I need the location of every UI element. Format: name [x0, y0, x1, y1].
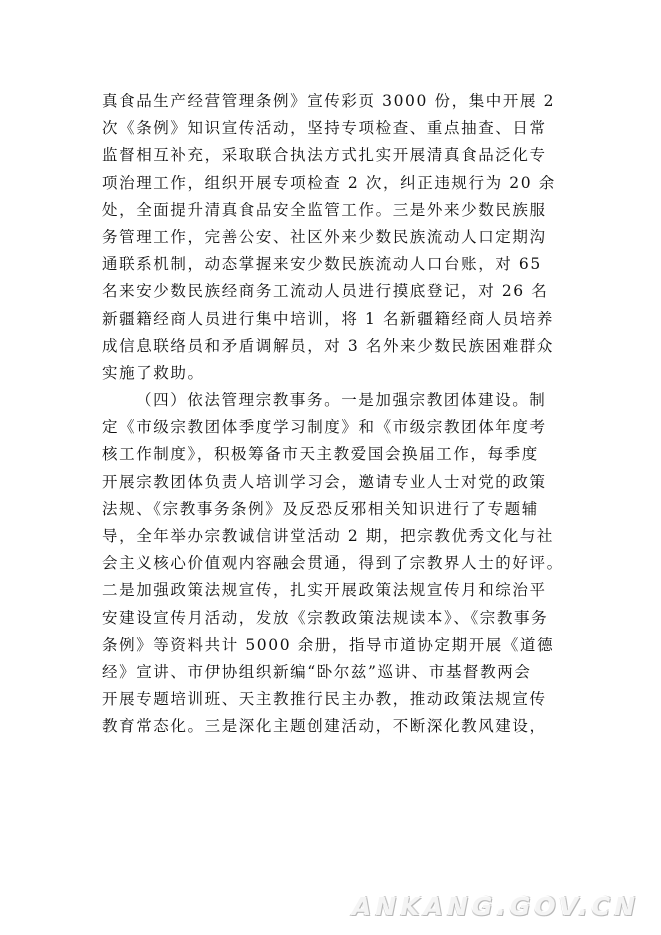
text-line: 成信息联络员和矛盾调解员，对 3 名外来少数民族困难群众: [102, 336, 555, 355]
text-line: 核工作制度》，积极筹备市天主教爱国会换届工作，每季度: [102, 445, 539, 464]
text-line: 真食品生产经营管理条例》宣传彩页 3000 份，集中开展 2: [102, 92, 556, 110]
text-line: 条例》等资料共计 5000 余册，指导市道协定期开展《道德: [102, 635, 555, 654]
text-line: 次《条例》知识宣传活动，坚持专项检查、重点抽查、日常: [102, 119, 547, 138]
text-line: 实施了救助。: [102, 363, 205, 382]
text-line: 新疆籍经商人员进行集中培训，将 1 名新疆籍经商人员培养: [102, 309, 555, 328]
text-line: 通联系机制，动态掌握来安少数民族流动人口台账，对 65: [102, 255, 542, 274]
text-line: 法规、《宗教事务条例》及反恐反邪相关知识进行了专题辅: [102, 499, 539, 518]
text-line: 定《市级宗教团体季度学习制度》和《市级宗教团体年度考: [102, 418, 547, 437]
body-text: [102, 88, 572, 741]
text-line: 处，全面提升清真食品安全监管工作。三是外来少数民族服: [102, 200, 547, 219]
text-line: 项治理工作，组织开展专项检查 2 次，纠正违规行为 20 余: [102, 173, 556, 192]
text-line: 会主义核心价值观内容融会贯通，得到了宗教界人士的好评。: [102, 554, 564, 573]
text-line: 教育常态化。三是深化主题创建活动，不断深化教风建设，: [102, 717, 547, 736]
text-line: 安建设宣传月活动，发放《宗教政策法规读本》、《宗教事务: [102, 608, 549, 627]
text-line: 务管理工作，完善公安、社区外来少数民族流动人口定期沟: [102, 227, 547, 246]
text-line: 监督相互补充，采取联合执法方式扎实开展清真食品泛化专: [102, 146, 547, 165]
text-line: 开展专题培训班、天主教推行民主办教，推动政策法规宣传: [102, 690, 547, 709]
section-heading-line: （四）依法管理宗教事务。一是加强宗教团体建设。制: [136, 391, 547, 410]
text-line: 开展宗教团体负责人培训学习会，邀请专业人士对党的政策: [102, 472, 547, 491]
site-watermark: ANKANG.GOV.CN: [351, 892, 639, 921]
text-line: 导，全年举办宗教诚信讲堂活动 2 期，把宗教优秀文化与社: [102, 527, 555, 545]
text-line: 名来安少数民族经商务工流动人员进行摸底登记，对 26 名: [102, 282, 549, 301]
text-line: 经》宣讲、市伊协组织新编“卧尔兹”巡讲、市基督教两会: [102, 662, 532, 681]
text-line: 二是加强政策法规宣传，扎实开展政策法规宣传月和综治平: [102, 581, 547, 600]
